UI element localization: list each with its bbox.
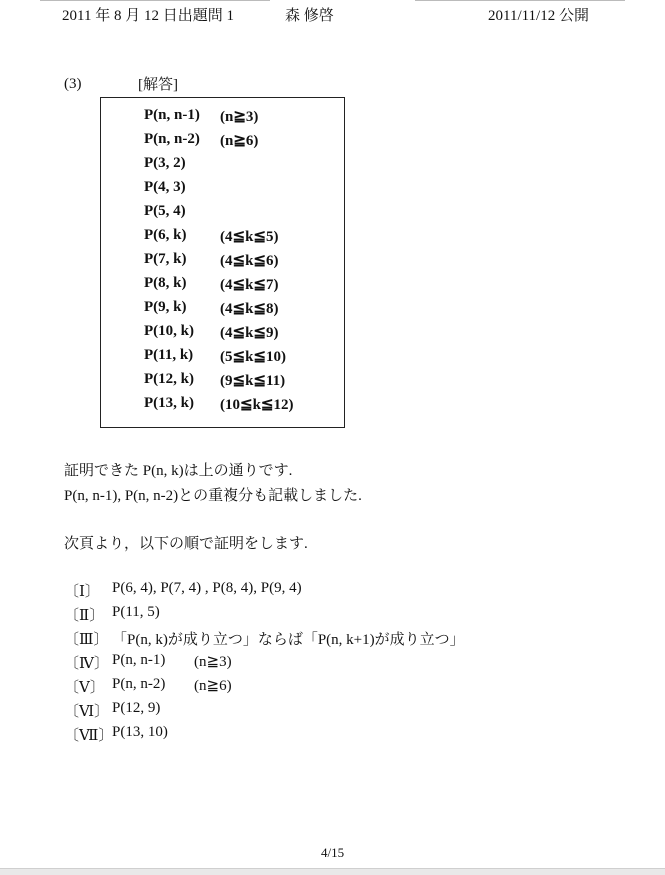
- header-title: 2011 年 8 月 12 日出題問 1: [62, 8, 234, 24]
- step-mark: 〔Ⅶ〕: [64, 728, 114, 744]
- paragraph: 証明できた P(n, k)は上の通りです.: [64, 463, 293, 479]
- top-rule-left: [40, 0, 270, 1]
- result-p: P(13, k): [144, 395, 194, 411]
- step-cond: (n≧3): [194, 654, 232, 670]
- step-cond: (n≧6): [194, 678, 232, 694]
- result-p: P(n, n-2): [144, 131, 200, 147]
- result-cond: (10≦k≦12): [220, 397, 294, 413]
- step-text: P(13, 10): [112, 724, 168, 740]
- header-published: 2011/11/12 公開: [488, 8, 589, 24]
- step-mark: 〔Ⅵ〕: [64, 704, 110, 720]
- result-p: P(9, k): [144, 299, 187, 315]
- result-cond: (4≦k≦7): [220, 277, 279, 293]
- result-cond: (n≧3): [220, 109, 259, 125]
- step-mark: 〔Ⅰ〕: [64, 584, 100, 600]
- result-cond: (n≧6): [220, 133, 259, 149]
- step-mark: 〔Ⅱ〕: [64, 608, 105, 624]
- result-cond: (4≦k≦6): [220, 253, 279, 269]
- step-text: P(n, n-2): [112, 676, 166, 692]
- header-author: 森 修啓: [285, 8, 334, 24]
- result-p: P(5, 4): [144, 203, 186, 219]
- step-text: P(11, 5): [112, 604, 160, 620]
- result-p: P(11, k): [144, 347, 194, 363]
- result-cond: (4≦k≦9): [220, 325, 279, 341]
- result-p: P(12, k): [144, 371, 194, 387]
- step-text: P(12, 9): [112, 700, 161, 716]
- result-p: P(7, k): [144, 251, 187, 267]
- result-p: P(6, k): [144, 227, 187, 243]
- section-label: [解答]: [138, 77, 178, 93]
- paragraph: 次頁より，以下の順で証明をします.: [64, 536, 308, 552]
- result-p: P(4, 3): [144, 179, 186, 195]
- page-header: [0, 4, 665, 28]
- result-cond: (4≦k≦8): [220, 301, 279, 317]
- step-text: P(6, 4), P(7, 4) , P(8, 4), P(9, 4): [112, 580, 302, 596]
- top-rule-right: [415, 0, 625, 1]
- section-number: (3): [64, 76, 82, 92]
- step-text: 「P(n, k)が成り立つ」ならば「P(n, k+1)が成り立つ」: [112, 632, 465, 648]
- result-cond: (5≦k≦10): [220, 349, 286, 365]
- step-text: P(n, n-1): [112, 652, 166, 668]
- step-mark: 〔Ⅲ〕: [64, 632, 109, 648]
- result-p: P(8, k): [144, 275, 187, 291]
- step-mark: 〔Ⅳ〕: [64, 656, 109, 672]
- result-p: P(10, k): [144, 323, 194, 339]
- result-cond: (9≦k≦11): [220, 373, 286, 389]
- result-p: P(3, 2): [144, 155, 186, 171]
- step-mark: 〔Ⅴ〕: [64, 680, 105, 696]
- page-number: 4/15: [321, 845, 345, 860]
- result-p: P(n, n-1): [144, 107, 200, 123]
- result-cond: (4≦k≦5): [220, 229, 279, 245]
- paragraph: P(n, n-1), P(n, n-2)との重複分も記載しました.: [64, 488, 362, 504]
